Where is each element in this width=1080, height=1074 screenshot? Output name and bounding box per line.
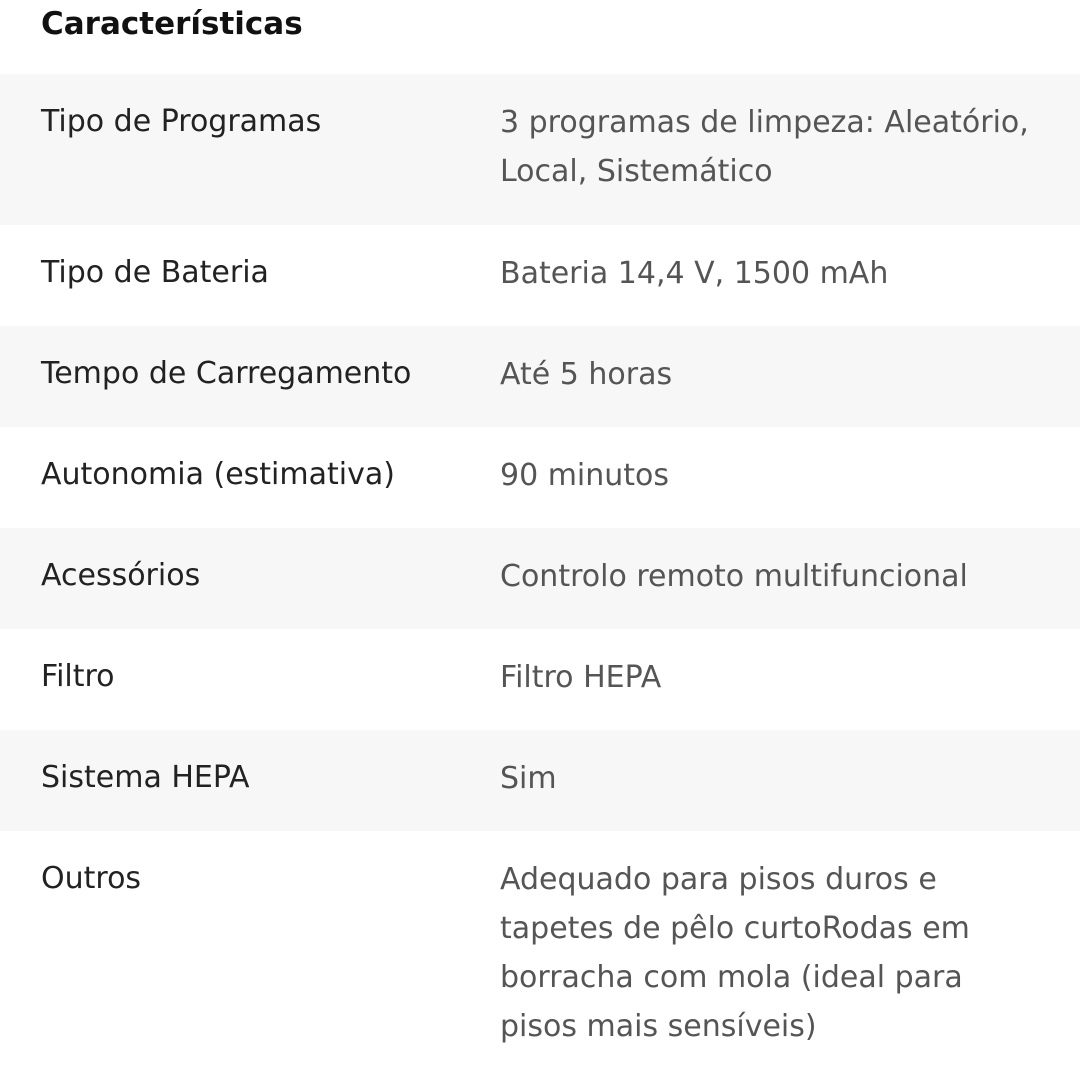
- spec-table: [0, 74, 1080, 1074]
- spec-row-battery: [0, 225, 1080, 326]
- spec-label: Autonomia (estimativa): [41, 457, 395, 492]
- spec-row-autonomy: [0, 427, 1080, 528]
- spec-value: 90 minutos: [500, 458, 670, 493]
- spec-value: Controlo remoto multifuncional: [500, 559, 968, 594]
- spec-row-filter: [0, 629, 1080, 730]
- spec-value: Adequado para pisos duros e tapetes de pêlo curtoRodas em borracha com mola (ideal para pisos mais sensíveis): [500, 862, 970, 1044]
- spec-row-hepa-system: [0, 730, 1080, 831]
- spec-row-charging-time: [0, 326, 1080, 427]
- spec-row-accessories: [0, 528, 1080, 629]
- spec-value: Bateria 14,4 V, 1500 mAh: [500, 256, 889, 291]
- spec-row-others: [0, 831, 1080, 1074]
- spec-label: Tempo de Carregamento: [41, 356, 412, 391]
- section-title: Características: [41, 6, 303, 42]
- spec-row-programs: [0, 74, 1080, 225]
- spec-label: Filtro: [41, 659, 115, 694]
- spec-label: Sistema HEPA: [41, 760, 250, 795]
- spec-label: Tipo de Programas: [41, 104, 322, 139]
- spec-value: Até 5 horas: [500, 357, 673, 392]
- spec-value: Filtro HEPA: [500, 660, 662, 695]
- spec-label: Outros: [41, 861, 142, 896]
- spec-label: Acessórios: [41, 558, 201, 593]
- spec-value: Sim: [500, 761, 557, 796]
- spec-value: 3 programas de limpeza: Aleatório, Local, Sistemático: [500, 105, 1029, 189]
- spec-label: Tipo de Bateria: [41, 255, 269, 290]
